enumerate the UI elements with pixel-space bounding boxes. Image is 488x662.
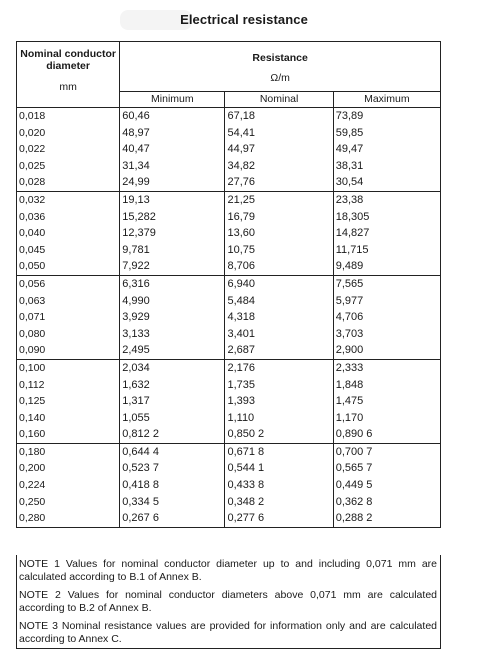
cell-diameter: 0,100 [17,359,120,376]
cell-minimum: 9,781 [120,242,225,259]
cell-nominal: 0,348 2 [225,494,333,511]
column-header-maximum: Maximum [333,92,440,108]
table-row [17,460,441,477]
cell-diameter: 0,090 [17,342,120,359]
cell-minimum: 24,99 [120,174,225,191]
note-2: NOTE 2 Values for nominal conductor diameters above 0,071 mm are calculated according to B.2 of Annex B. [19,589,437,614]
table-row [17,393,441,410]
table-row [17,342,441,359]
cell-maximum: 7,565 [333,275,440,292]
cell-maximum: 3,703 [333,326,440,343]
cell-minimum: 48,97 [120,125,225,142]
cell-minimum: 1,055 [120,410,225,427]
cell-minimum: 19,13 [120,191,225,208]
cell-nominal: 27,76 [225,174,333,191]
cell-maximum: 1,848 [333,377,440,394]
cell-maximum: 1,475 [333,393,440,410]
cell-nominal: 0,671 8 [225,443,333,460]
cell-nominal: 8,706 [225,258,333,275]
cell-diameter: 0,140 [17,410,120,427]
cell-diameter: 0,200 [17,460,120,477]
cell-diameter: 0,071 [17,309,120,326]
cell-diameter: 0,224 [17,477,120,494]
resistance-header-unit: Ω/m [270,72,290,84]
cell-nominal: 13,60 [225,225,333,242]
cell-nominal: 1,110 [225,410,333,427]
table-row [17,410,441,427]
cell-nominal: 16,79 [225,209,333,226]
table-row [17,242,441,259]
table-row [17,377,441,394]
notes-box [16,555,441,649]
cell-minimum: 7,922 [120,258,225,275]
cell-maximum: 0,362 8 [333,494,440,511]
diameter-header [17,42,120,108]
cell-diameter: 0,080 [17,326,120,343]
column-header-minimum: Minimum [120,92,225,108]
cell-minimum: 6,316 [120,275,225,292]
cell-minimum: 0,812 2 [120,426,225,443]
cell-diameter: 0,018 [17,108,120,125]
table-row [17,158,441,175]
cell-diameter: 0,040 [17,225,120,242]
cell-diameter: 0,028 [17,174,120,191]
cell-nominal: 2,176 [225,359,333,376]
cell-diameter: 0,125 [17,393,120,410]
note-1: NOTE 1 Values for nominal conductor diameter up to and including 0,071 mm are calculated according to B.1 of Annex B. [19,558,437,583]
table-row [17,426,441,443]
cell-maximum: 0,890 6 [333,426,440,443]
table-row [17,309,441,326]
cell-minimum: 0,334 5 [120,494,225,511]
cell-nominal: 10,75 [225,242,333,259]
cell-maximum: 0,565 7 [333,460,440,477]
cell-minimum: 60,46 [120,108,225,125]
table-body [17,108,441,528]
cell-maximum: 38,31 [333,158,440,175]
cell-minimum: 1,632 [120,377,225,394]
table-row [17,125,441,142]
cell-nominal: 0,433 8 [225,477,333,494]
cell-maximum: 5,977 [333,293,440,310]
cell-nominal: 0,850 2 [225,426,333,443]
cell-diameter: 0,022 [17,141,120,158]
cell-nominal: 0,544 1 [225,460,333,477]
cell-nominal: 54,41 [225,125,333,142]
table-row [17,258,441,275]
cell-diameter: 0,050 [17,258,120,275]
cell-nominal: 3,401 [225,326,333,343]
cell-diameter: 0,160 [17,426,120,443]
cell-minimum: 0,267 6 [120,510,225,527]
cell-diameter: 0,112 [17,377,120,394]
cell-diameter: 0,180 [17,443,120,460]
table-row [17,494,441,511]
cell-nominal: 5,484 [225,293,333,310]
cell-maximum: 0,449 5 [333,477,440,494]
cell-minimum: 1,317 [120,393,225,410]
resistance-header [120,42,441,92]
table-row [17,326,441,343]
table-row [17,209,441,226]
cell-maximum: 73,89 [333,108,440,125]
cell-nominal: 67,18 [225,108,333,125]
cell-maximum: 59,85 [333,125,440,142]
cell-maximum: 2,900 [333,342,440,359]
cell-nominal: 2,687 [225,342,333,359]
cell-minimum: 0,644 4 [120,443,225,460]
cell-minimum: 3,133 [120,326,225,343]
cell-minimum: 3,929 [120,309,225,326]
resistance-header-label: Resistance [252,52,308,64]
cell-minimum: 0,523 7 [120,460,225,477]
cell-maximum: 18,305 [333,209,440,226]
cell-nominal: 21,25 [225,191,333,208]
cell-maximum: 11,715 [333,242,440,259]
cell-nominal: 6,940 [225,275,333,292]
resistance-table [16,41,441,528]
cell-maximum: 0,700 7 [333,443,440,460]
cell-minimum: 31,34 [120,158,225,175]
cell-nominal: 34,82 [225,158,333,175]
cell-minimum: 4,990 [120,293,225,310]
cell-diameter: 0,280 [17,510,120,527]
table-row [17,174,441,191]
table-row [17,293,441,310]
cell-maximum: 1,170 [333,410,440,427]
cell-minimum: 2,034 [120,359,225,376]
table-row [17,359,441,376]
table-row [17,443,441,460]
table-row [17,275,441,292]
note-3: NOTE 3 Nominal resistance values are provided for information only and are calculated according to Annex C. [19,620,437,645]
cell-diameter: 0,250 [17,494,120,511]
table-row [17,141,441,158]
cell-minimum: 15,282 [120,209,225,226]
column-header-nominal: Nominal [225,92,333,108]
cell-diameter: 0,032 [17,191,120,208]
table-row [17,477,441,494]
cell-maximum: 14,827 [333,225,440,242]
cell-diameter: 0,056 [17,275,120,292]
cell-diameter: 0,045 [17,242,120,259]
cell-minimum: 40,47 [120,141,225,158]
cell-maximum: 23,38 [333,191,440,208]
cell-minimum: 2,495 [120,342,225,359]
table-row [17,108,441,125]
diameter-header-label: Nominal conductor diameter [20,48,116,72]
cell-diameter: 0,020 [17,125,120,142]
cell-nominal: 0,277 6 [225,510,333,527]
cell-nominal: 1,393 [225,393,333,410]
page-title: Electrical resistance [180,12,308,27]
cell-minimum: 0,418 8 [120,477,225,494]
cell-maximum: 9,489 [333,258,440,275]
cell-nominal: 1,735 [225,377,333,394]
cell-nominal: 4,318 [225,309,333,326]
diameter-header-unit: mm [59,81,77,93]
cell-maximum: 0,288 2 [333,510,440,527]
cell-maximum: 4,706 [333,309,440,326]
table-row [17,225,441,242]
table-row [17,510,441,527]
cell-diameter: 0,063 [17,293,120,310]
cell-minimum: 12,379 [120,225,225,242]
table-row [17,191,441,208]
cell-maximum: 49,47 [333,141,440,158]
cell-maximum: 2,333 [333,359,440,376]
cell-nominal: 44,97 [225,141,333,158]
cell-diameter: 0,036 [17,209,120,226]
cell-diameter: 0,025 [17,158,120,175]
cell-maximum: 30,54 [333,174,440,191]
